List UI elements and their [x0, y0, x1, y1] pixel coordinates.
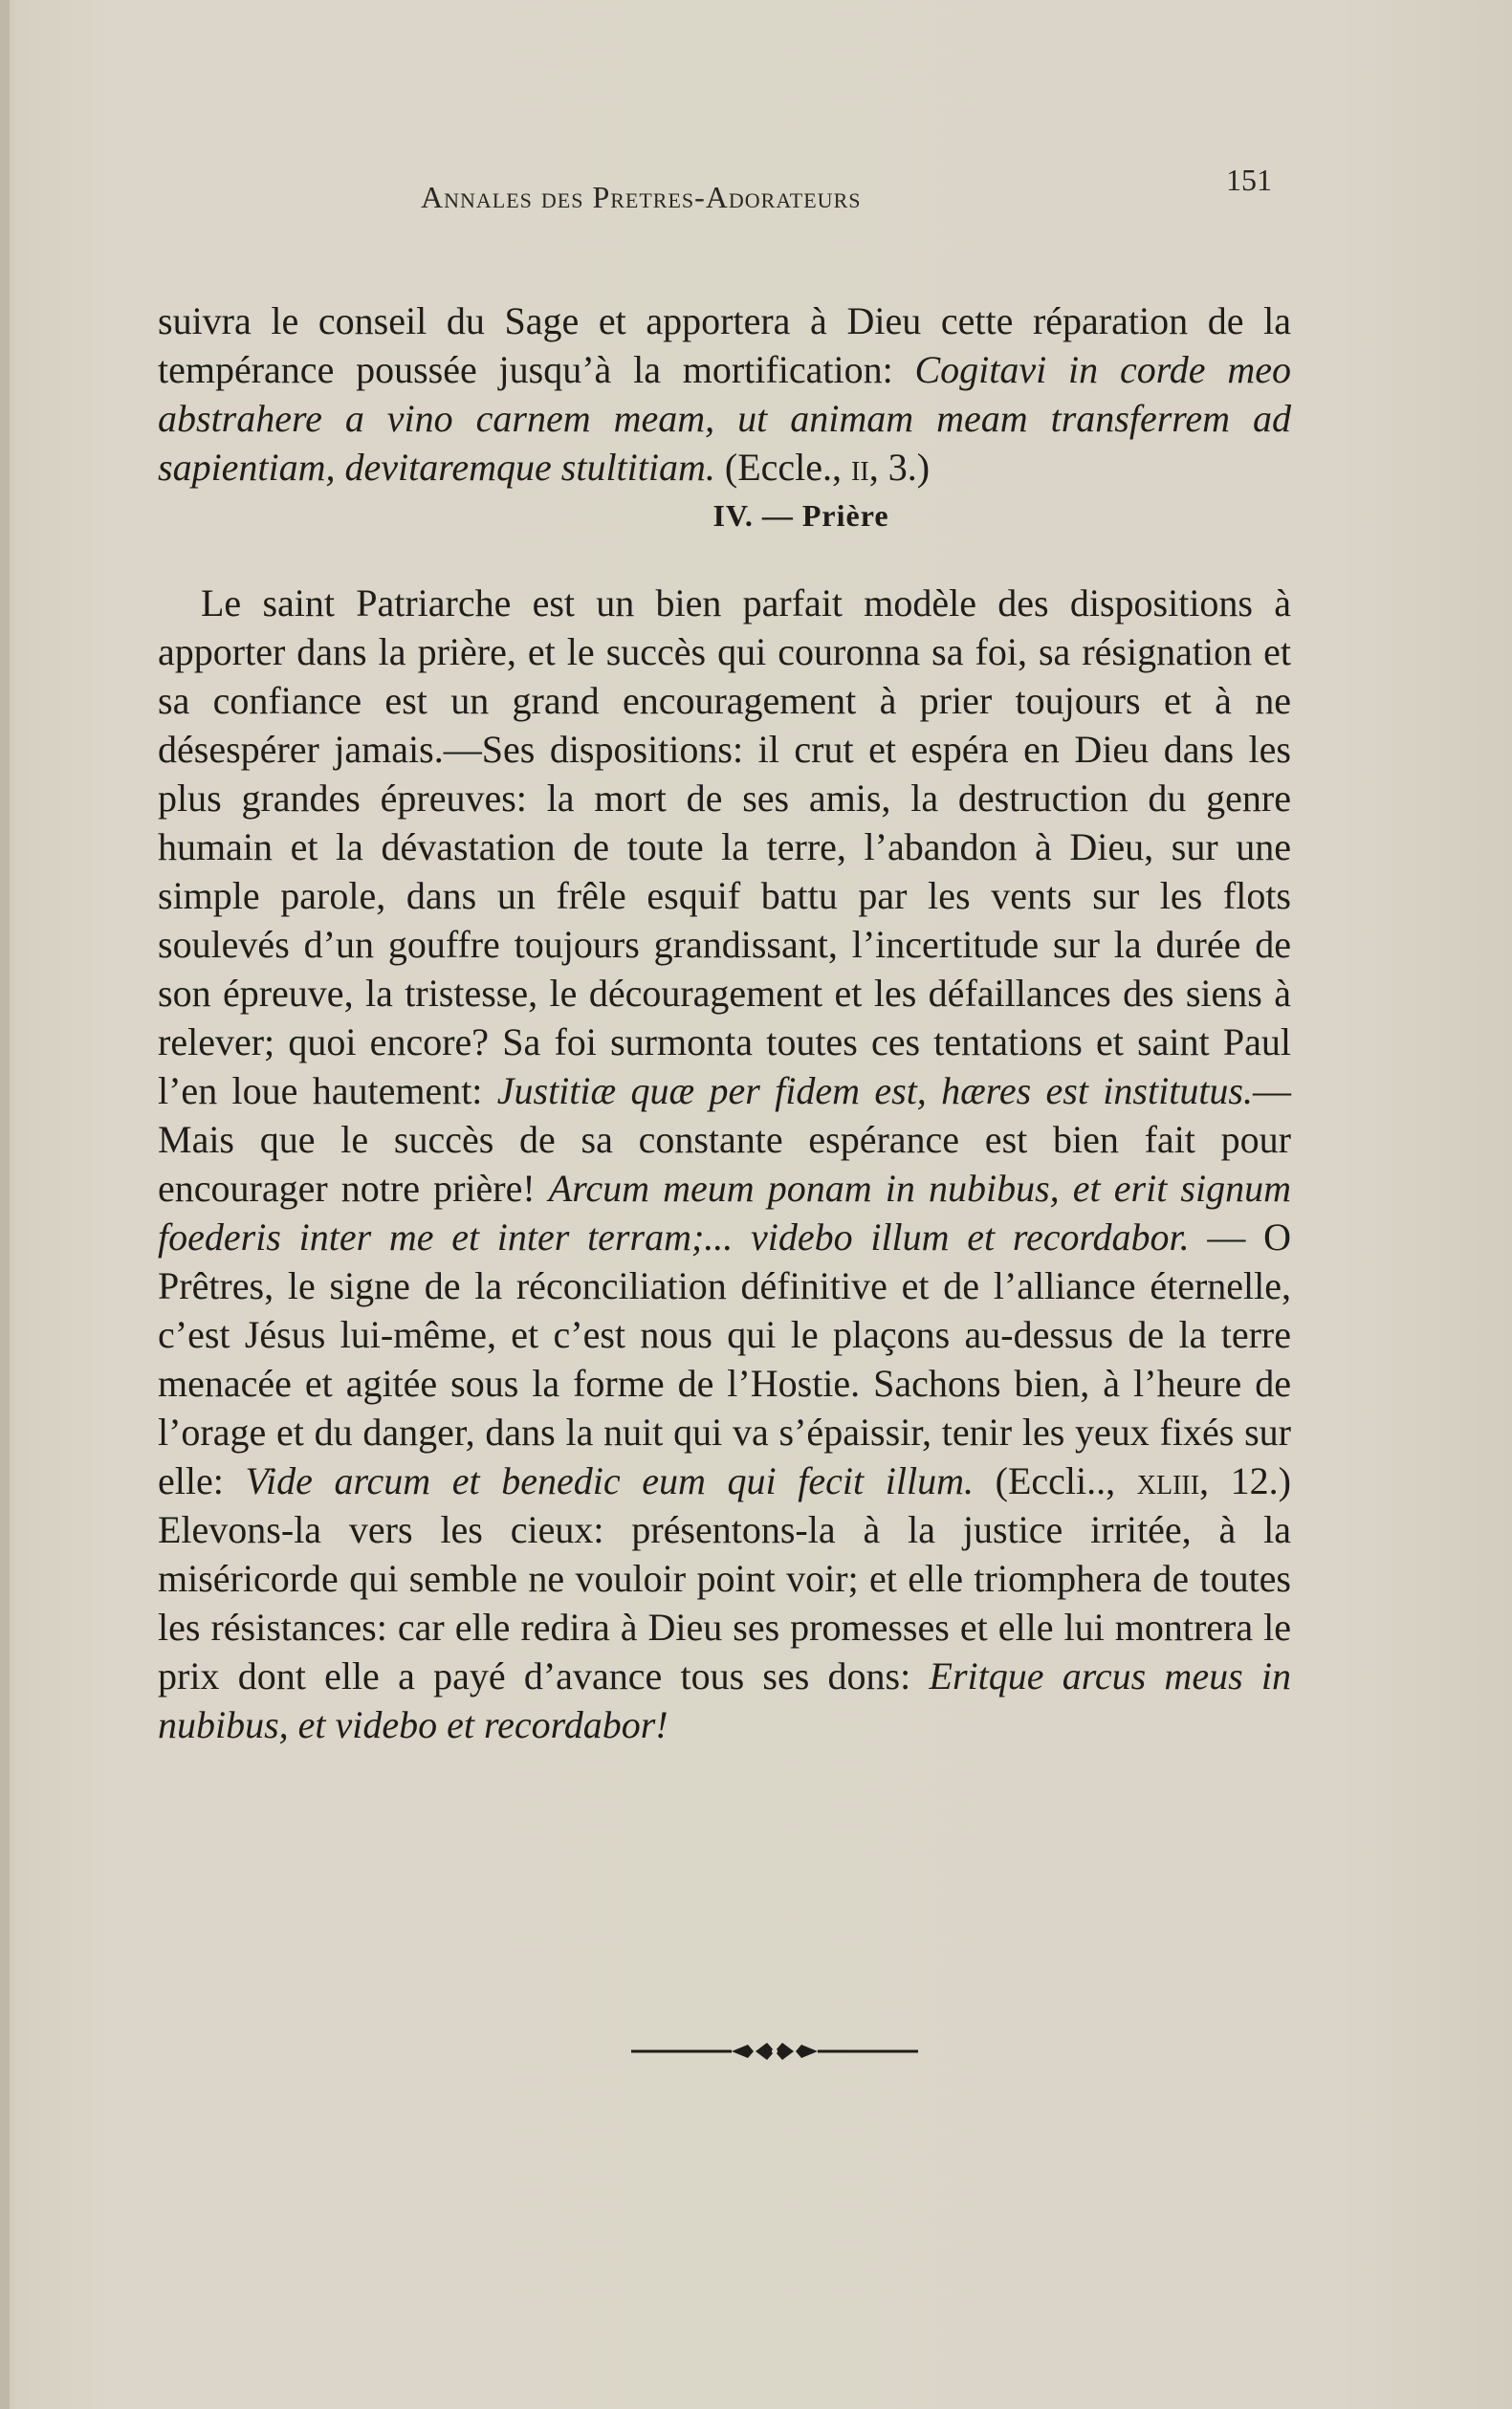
section-heading: IV. — Prière: [712, 498, 889, 533]
paragraph-text-3: — O Prêtres, le signe de la réconciliation définitive et de l’alliance éternelle, c’est Jésus lui-même, et c’est nous qui le plaçons au-dessus de la terre menacée et agitée sous la forme de l’Hostie. Sachons bien, à l’heure de l’orage et du danger, dans la nuit qui va s’épaissir, tenir les yeux fixés sur elle:: [158, 1215, 1291, 1502]
continuation-paragraph: [158, 296, 1291, 492]
latin-quote-1: Justitiæ quæ per fidem est, hæres est institutus.: [496, 1069, 1253, 1112]
reference-open: (Eccle.,: [714, 446, 852, 489]
page-header: [153, 163, 1272, 220]
main-paragraph: [158, 579, 1291, 1749]
latin-quote-2: Arcum meum ponam in nubibus, et erit signum foederis inter me et inter terram;... videbo illum et recordabor.: [158, 1167, 1291, 1259]
paragraph-text-4: , 12.) Elevons-la vers les cieux: présentons-la à la justice irritée, à la miséricorde qui semble ne vouloir point voir; et elle triomphera de toutes les résistances: car elle redira à Dieu ses promesses et elle lui montrera le prix dont elle a payé d’avance tous ses dons:: [158, 1459, 1291, 1697]
latin-quote-3: Vide arcum et benedic eum qui fecit illum.: [245, 1459, 974, 1502]
tailpiece-ornament-icon: [631, 2037, 918, 2066]
reference-chapter: ii: [851, 446, 869, 489]
page-number: 151: [1226, 163, 1272, 197]
latin-quote: Cogitavi in corde meo abstrahere a vino carnem meam, ut animam meam transferrem ad sapientiam, devitaremque stultitiam.: [158, 348, 1291, 489]
paragraph-text-2: —Mais que le succès de sa constante espérance est bien fait pour encourager notre prière!: [158, 1069, 1291, 1210]
running-title: Annales des Pretres-Adorateurs: [421, 180, 862, 214]
body-text: [158, 296, 1291, 1749]
reference-close: , 3.): [868, 446, 931, 489]
continuation-text: suivra le conseil du Sage et apportera à Dieu cette réparation de la tempérance poussée jusqu’à la mortification:: [158, 299, 1291, 391]
paragraph-text-1: Le saint Patriarche est un bien parfait modèle des dispositions à apporter dans la prière, et le succès qui couronna sa foi, sa résignation et sa confiance est un grand encouragement à prier toujours et à ne désespérer jamais.—Ses dispositions: il crut et espéra en Dieu dans les plus grandes épreuves: la mort de ses amis, la destruction du genre humain et la dévastation de toute la terre, l’abandon à Dieu, sur une simple parole, dans un frêle esquif battu par les vents sur les flots soulevés d’un gouffre toujours grandissant, l’incertitude sur la durée de son épreuve, la tristesse, le découragement et les défaillances des siens à relever; quoi encore? Sa foi surmonta toutes ces tentations et saint Paul l’en loue hautement:: [158, 581, 1291, 1112]
reference-open-2: (Eccli..,: [974, 1459, 1137, 1502]
latin-quote-4: Eritque arcus meus in nubibus, et videbo et recordabor!: [158, 1654, 1292, 1746]
reference-chapter-2: xliii: [1136, 1459, 1200, 1502]
binding-edge: [0, 0, 10, 2409]
